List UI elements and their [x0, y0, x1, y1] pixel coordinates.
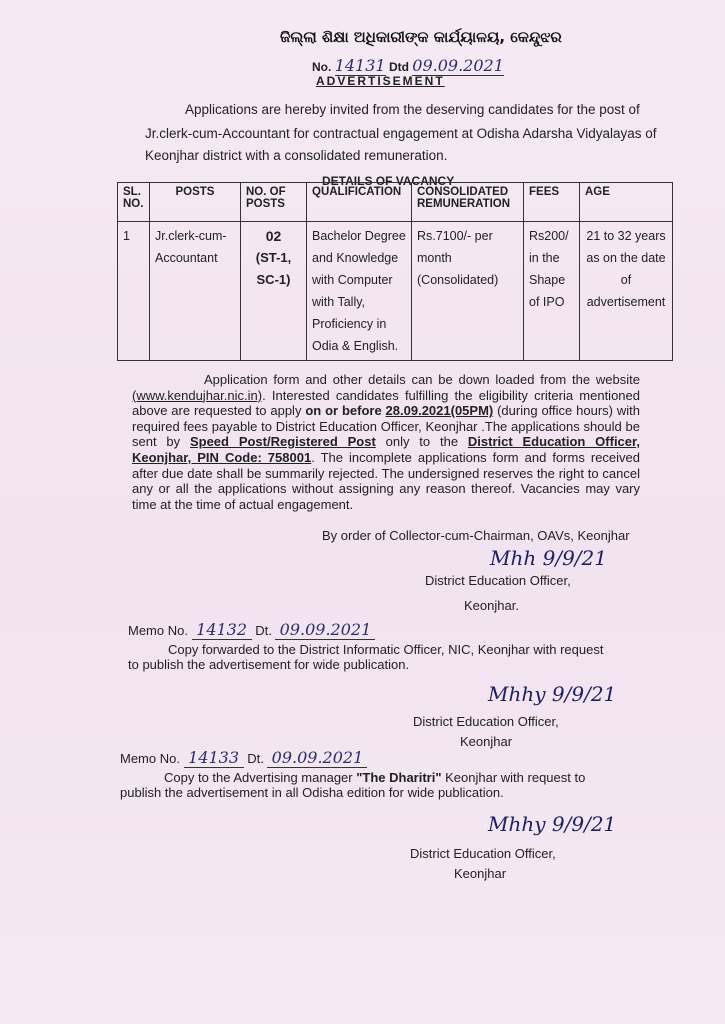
signature-3: Mhhy 9/9/21 — [488, 812, 617, 836]
memo-2-date: 09.09.2021 — [267, 748, 367, 768]
memo-1-text: Copy forwarded to the District Informatic Officer, NIC, Keonjhar with request to publish the advertisement for wide publication. — [128, 642, 604, 672]
deadline: 28.09.2021(05PM) — [385, 403, 494, 419]
letter-number: 14131 — [334, 56, 386, 75]
intro-line-2: Jr.clerk-cum-Accountant for contractual engagement at Odisha Adarsha Vidyalayas of — [145, 126, 657, 141]
header-sl-no: SL. NO. — [118, 183, 150, 222]
newspaper-name: "The Dharitri" — [356, 770, 442, 785]
signature-1: Mhh 9/9/21 — [490, 546, 607, 570]
application-instructions: Application form and other details can be down loaded from the website (www.kendujhar.nic.in). Interested candidates fulfilling the eligibility criteria mentioned above are requested to apply on or before 28.09.2021(05PM) (during office hours) with required fees payable to District Education Officer, Keonjhar .The applications should be sent by Speed Post/Registered Post only to the District Education Officer, Keonjhar, PIN Code: 758001. The incomplete applications form and forms received after due date shall be summarily rejected. The undersigned reserves the right to cancel any or all the applications without assigning any reason thereof. Vacancies may vary time at the time of actual engagement. — [132, 372, 641, 512]
header-posts: POSTS — [150, 183, 241, 222]
memo-2-number: 14133 — [184, 748, 244, 768]
post-mode: Speed Post/Registered Post — [189, 434, 376, 450]
signature-2: Mhhy 9/9/21 — [488, 682, 617, 706]
intro-line-1: Applications are hereby invited from the deserving candidates for the post of — [185, 102, 640, 117]
header-qualification: QUALIFICATION — [307, 183, 412, 222]
vacancy-table-title: DETAILS OF VACANCY — [322, 174, 455, 188]
signatory-designation-2: District Education Officer, — [413, 714, 559, 729]
header-age: AGE — [580, 183, 673, 222]
remuneration-amount: Rs.7100/- per month — [417, 229, 493, 265]
mailing-address: District Education Officer, Keonjhar, PIN Code: 758001 — [132, 434, 640, 465]
letter-number-line: No. 14131 Dtd 09.09.2021 — [312, 56, 504, 75]
table-row — [118, 222, 673, 361]
post-count: 02 — [265, 228, 282, 244]
cell-qualification: Bachelor Degree and Knowledge with Computer with Tally, Proficiency in Odia & English. — [307, 222, 412, 361]
cell-count — [241, 222, 307, 361]
memo-1-number: 14132 — [192, 620, 252, 640]
header-no-of-posts: NO. OF POSTS — [241, 183, 307, 222]
post-count-detail: (ST-1, SC-1) — [255, 250, 292, 287]
table-header-row — [118, 183, 673, 222]
signatory-place-3: Keonjhar — [454, 866, 507, 881]
memo-1-date: 09.09.2021 — [275, 620, 375, 640]
cell-fees: Rs200/ in the Shape of IPO — [524, 222, 580, 361]
signatory-place-2: Keonjhar — [460, 734, 513, 749]
memo-2-header: Memo No. 14133 Dt. 09.09.2021 — [120, 748, 367, 768]
office-heading-odia: ଜିଲ୍ଲା ଶିକ୍ଷା ଅଧିକାରୀଙ୍କ କାର୍ଯ୍ୟାଳୟ, କେନ୍ଦୁଝର — [280, 28, 562, 46]
memo-2-text: Copy to the Advertising manager "The Dharitri" Keonjhar with request to publish the advertisement in all Odisha edition for wide publication. — [120, 770, 586, 800]
cell-remuneration — [412, 222, 524, 361]
remuneration-note: (Consolidated) — [417, 273, 499, 287]
order-line: By order of Collector-cum-Chairman, OAVs, Keonjhar — [322, 528, 630, 543]
header-remuneration: CONSOLIDATED REMUNERATION — [412, 183, 524, 222]
cell-age: 21 to 32 years as on the date of advertisement — [580, 222, 673, 361]
intro-line-3: Keonjhar district with a consolidated remuneration. — [145, 148, 448, 163]
memo-1-header: Memo No. 14132 Dt. 09.09.2021 — [128, 620, 375, 640]
signatory-designation-3: District Education Officer, — [410, 846, 556, 861]
website-link[interactable]: (www.kendujhar.nic.in) — [132, 387, 263, 403]
advertisement-title: ADVERTISEMENT — [316, 74, 445, 88]
signatory-designation-1: District Education Officer, — [425, 573, 571, 588]
signatory-place-1: Keonjhar. — [464, 598, 519, 613]
header-fees: FEES — [524, 183, 580, 222]
letter-date: 09.09.2021 — [412, 56, 504, 75]
cell-sl: 1 — [118, 222, 150, 361]
cell-post: Jr.clerk-cum-Accountant — [150, 222, 241, 361]
vacancy-table — [117, 182, 673, 361]
